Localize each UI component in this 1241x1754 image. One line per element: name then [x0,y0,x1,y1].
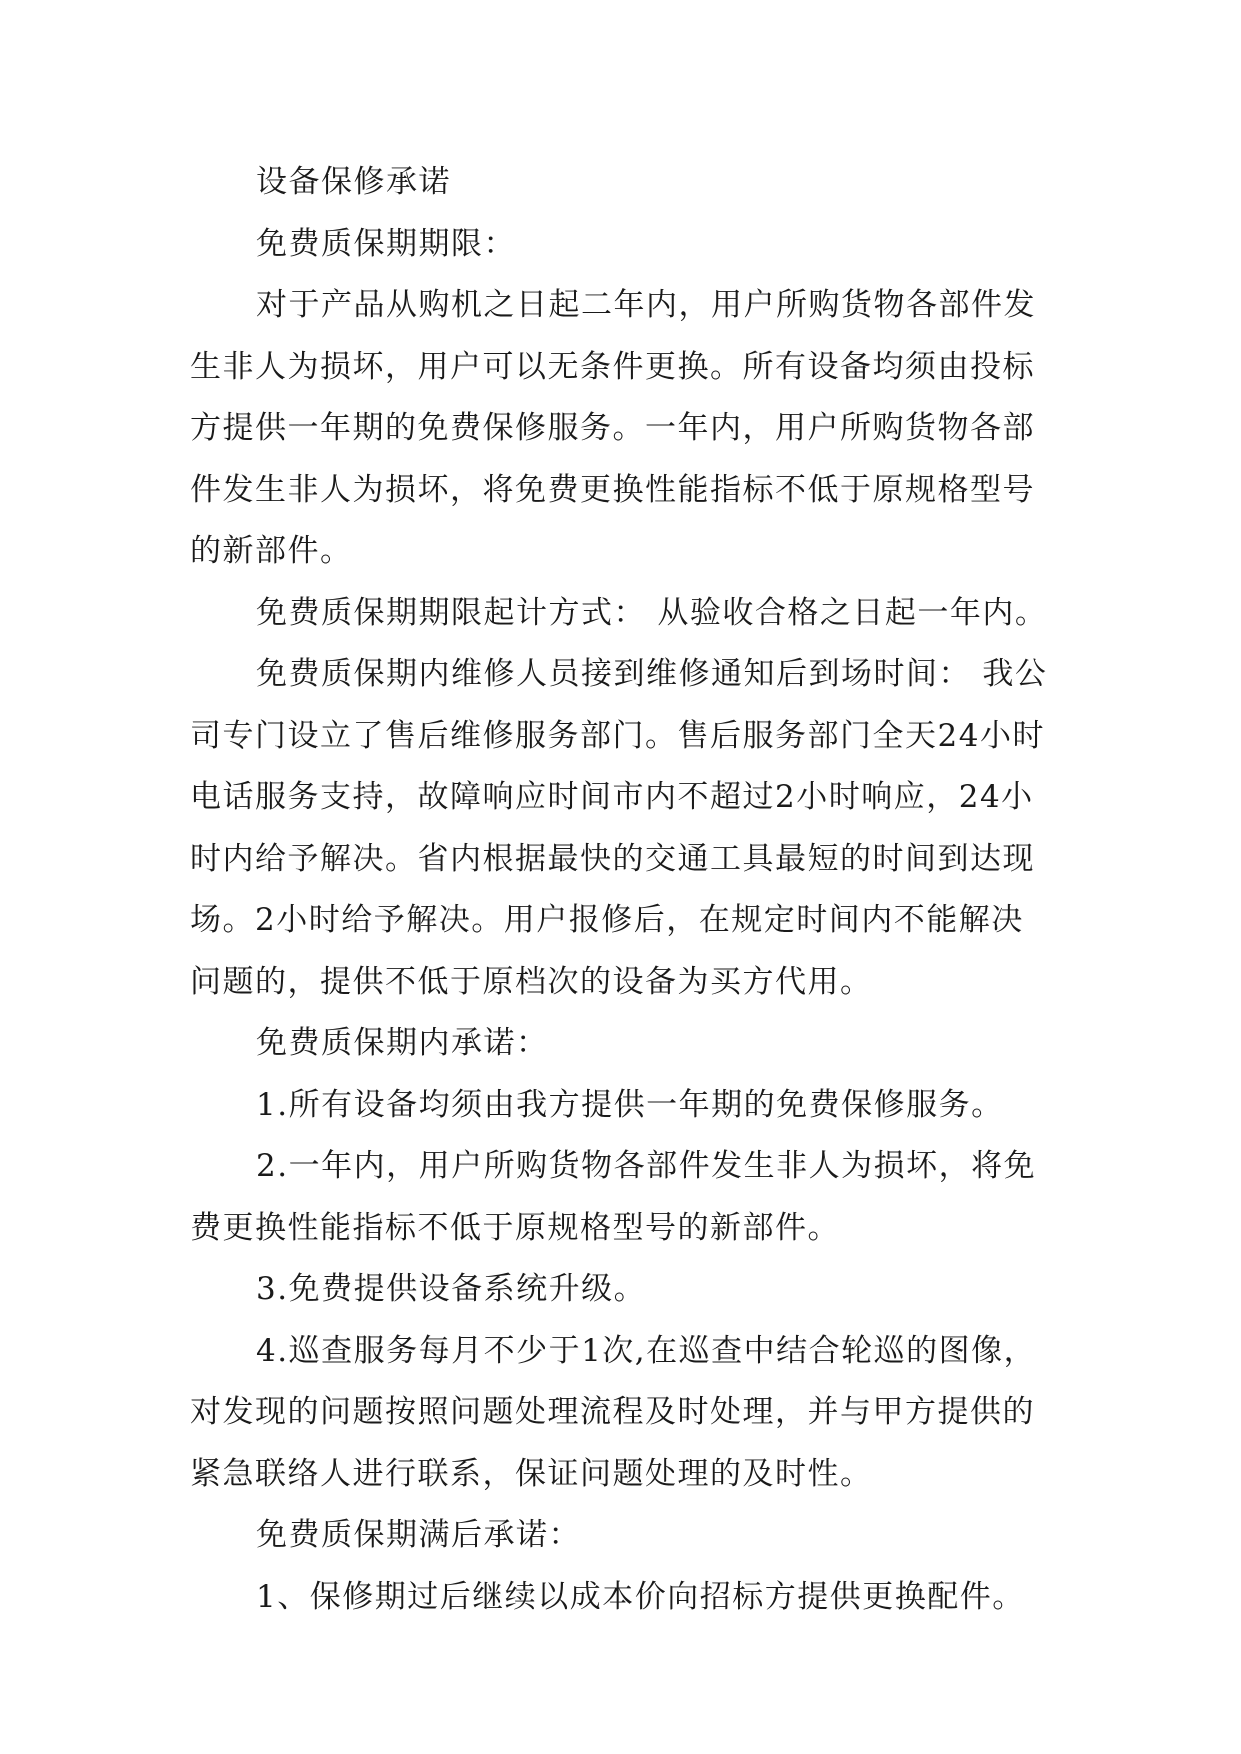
document-title: 设备保修承诺 [256,164,451,200]
paragraph-warranty-terms: 对于产品从购机之日起二年内，用户所购货物各部件发生非人为损坏，用户可以无条件更换。所有设备均须由投标方提供一年期的免费保修服务。一年内，用户所购货物各部件发生非人为损坏，将免费更换性能指标不低于原规格型号的新部件。 [190,287,1036,569]
list-item-1: 1.所有设备均须由我方提供一年期的免费保修服务。 [256,1086,1004,1123]
section-heading-warranty-period: 免费质保期期限： [256,225,516,262]
list-item-3: 3.免费提供设备系统升级。 [256,1271,647,1307]
paragraph-warranty-start: 免费质保期期限起计方式： 从验收合格之日起一年内。 [256,594,1048,631]
list-item-2: 2.一年内，用户所购货物各部件发生非人为损坏，将免费更换性能指标不低于原规格型号的新部件。 [190,1148,1037,1246]
post-warranty-item-1: 1、保修期过后继续以成本价向招标方提供更换配件。 [256,1578,1025,1615]
section-heading-post-warranty-commitment: 免费质保期满后承诺： [256,1517,581,1553]
list-item-4: 4.巡查服务每月不少于1次,在巡查中结合轮巡的图像，对发现的问题按照问题处理流程及时处理，并与甲方提供的紧急联络人进行联系，保证问题处理的及时性。 [190,1332,1037,1492]
document-body [190,152,1050,1628]
paragraph-response-time: 免费质保期内维修人员接到维修通知后到场时间： 我公司专门设立了售后维修服务部门。售后服务部门全天24小时电话服务支持，故障响应时间市内不超过2小时响应，24小时内给予解决。省内根据最快的交通工具最短的时间到达现场。2小时给予解决。用户报修后，在规定时间内不能解决问题的，提供不低于原档次的设备为买方代用。 [190,656,1048,1000]
section-heading-in-warranty-commitment: 免费质保期内承诺： [256,1025,549,1061]
